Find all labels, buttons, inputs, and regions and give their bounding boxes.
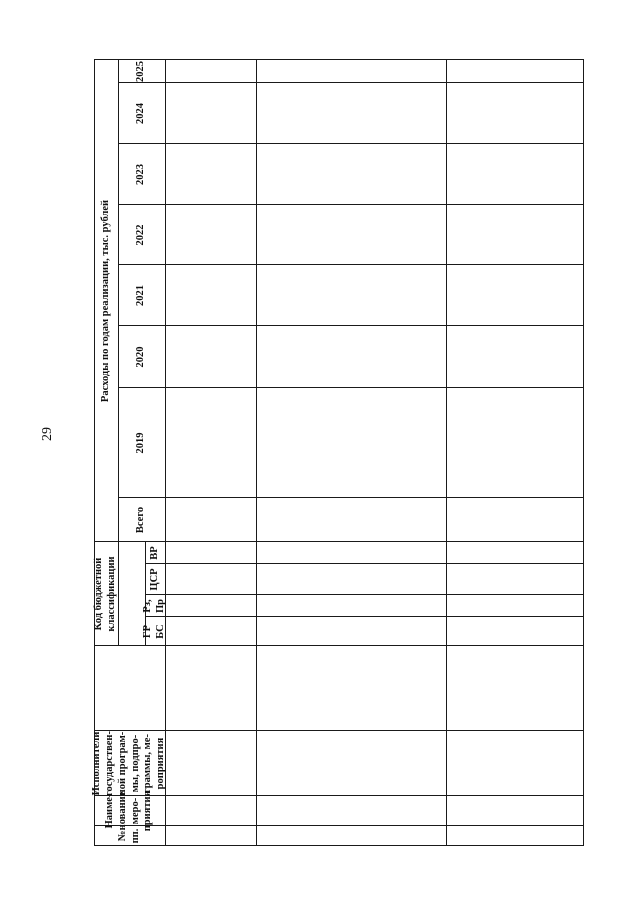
header-year-2023: 2023 (135, 164, 147, 185)
header-budget-code: Код бюджетной классификации (93, 556, 117, 632)
header-no: № пп. (116, 828, 141, 844)
page-number: 29 (40, 427, 55, 441)
header-year-2024: 2024 (135, 103, 147, 124)
rotated-table-page (91, 60, 574, 846)
header-year-2020: 2020 (135, 346, 147, 368)
header-grbs: ГР БС (142, 624, 166, 639)
header-executors: Исполнители государствен- ной програм- мы, подпро- граммы, ме- роприятия (91, 731, 167, 796)
header-year-2025: 2025 (135, 61, 147, 82)
header-year-2022: 2022 (135, 224, 147, 246)
header-year-2019: 2019 (135, 432, 147, 454)
header-year-2021: 2021 (135, 285, 147, 306)
header-rzpr: Рз, Пр (142, 599, 166, 614)
header-name: Наиме- нование меро- приятия (103, 790, 154, 832)
header-expenses: Расходы по годам реализации, тыс. рублей (99, 199, 111, 403)
header-total: Всего (135, 506, 147, 534)
header-csr: ЦСР (148, 568, 160, 591)
header-vr: ВР (148, 546, 160, 560)
budget-table (91, 60, 584, 846)
